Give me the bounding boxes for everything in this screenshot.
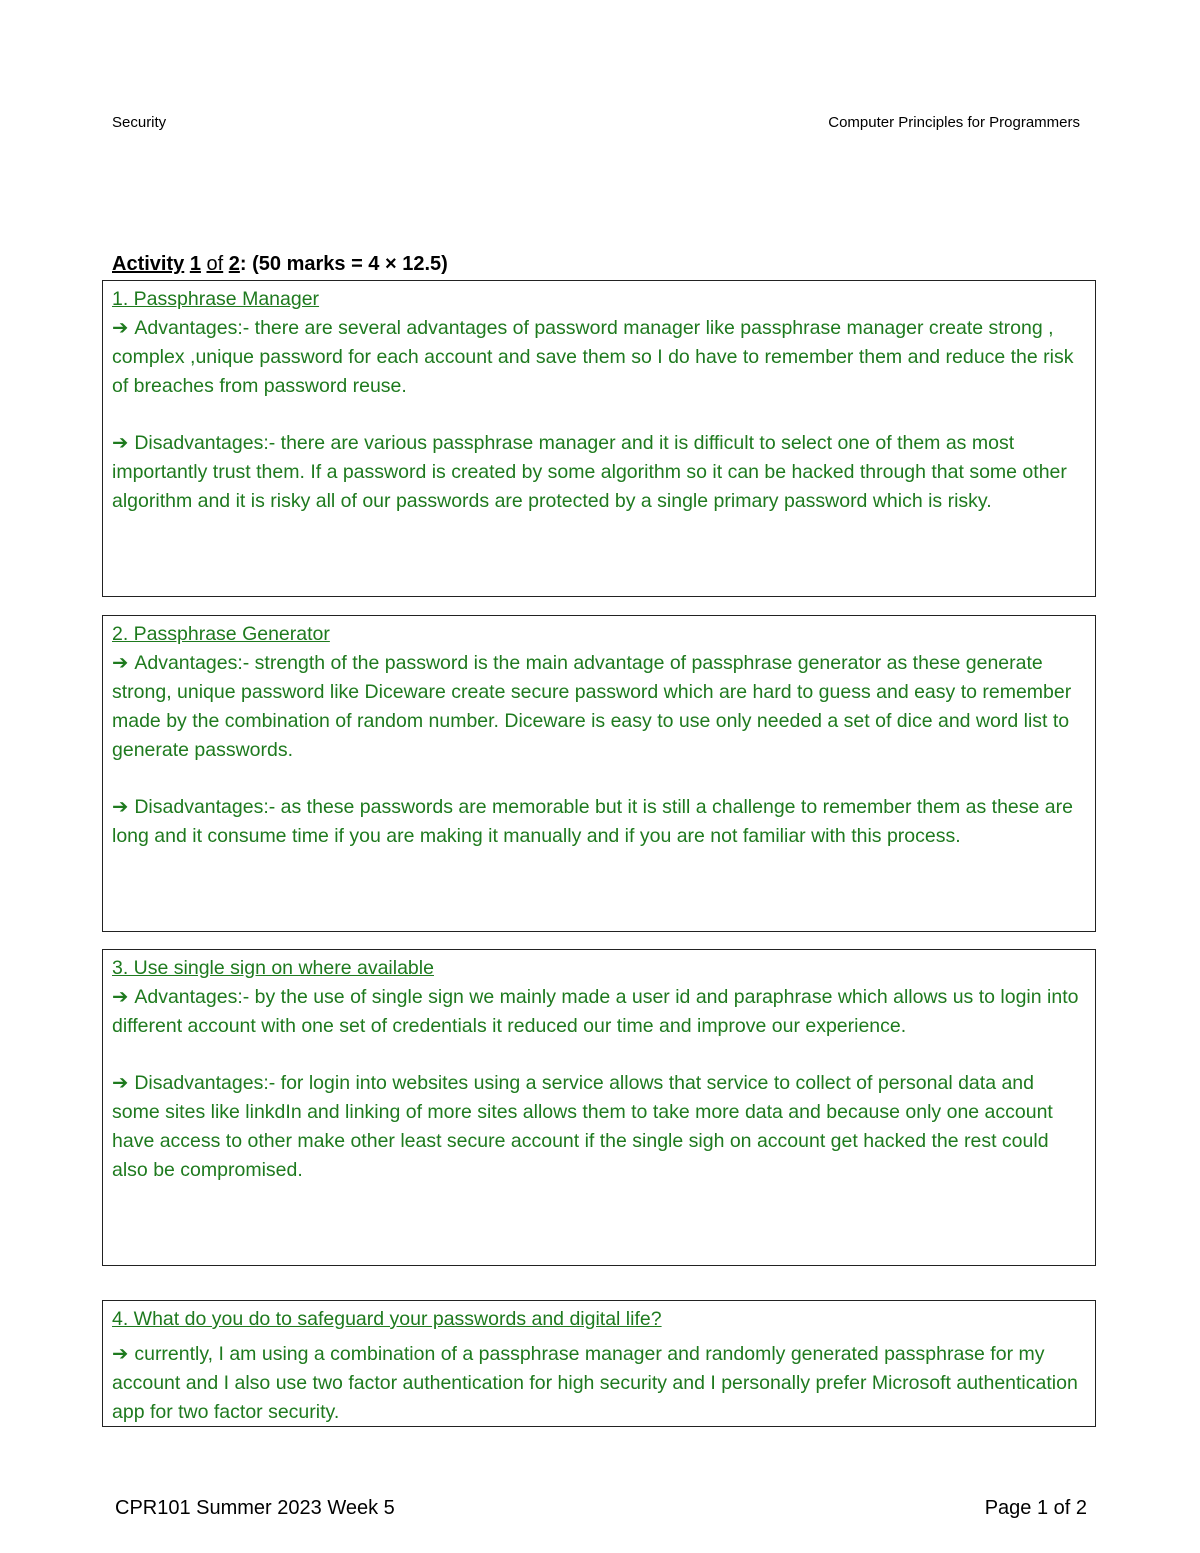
section-heading: 4. What do you do to safeguard your passwords and digital life? bbox=[112, 1308, 662, 1330]
arrow-right-icon: ➔ bbox=[112, 317, 129, 339]
activity-total: 2 bbox=[228, 253, 240, 275]
arrow-right-icon: ➔ bbox=[112, 432, 129, 454]
advantages-paragraph bbox=[112, 983, 1086, 1041]
activity-of: of bbox=[206, 253, 224, 275]
section-box-single-sign-on bbox=[102, 949, 1096, 1266]
footer-course-label: CPR101 Summer 2023 Week 5 bbox=[115, 1497, 395, 1519]
disadvantages-text: Disadvantages:- as these passwords are memorable but it is still a challenge to remember them as these are long and it consume time if you are making it manually and if you are not familiar with this process. bbox=[112, 796, 1073, 847]
section-box-passphrase-generator bbox=[102, 615, 1096, 932]
disadvantages-paragraph bbox=[112, 429, 1086, 516]
footer-page-number: Page 1 of 2 bbox=[984, 1497, 1087, 1519]
section-heading: 2. Passphrase Generator bbox=[112, 623, 330, 645]
advantages-text: Advantages:- strength of the password is the main advantage of passphrase generator as these generate strong, unique password like Diceware create secure password which are hard to guess and easy to remember made by the combination of random number. Diceware is easy to use only needed a set of dice and word list to generate passwords. bbox=[112, 652, 1072, 761]
disadvantages-text: Disadvantages:- there are various passphrase manager and it is difficult to select one of them as most importantly trust them. If a password is created by some algorithm so it can be hacked through that some other algorithm and it is risky all of our passwords are protected by a single primary password which is risky. bbox=[112, 432, 1067, 512]
activity-marks: (50 marks = 4 × 12.5) bbox=[252, 253, 448, 275]
arrow-right-icon: ➔ bbox=[112, 1072, 129, 1094]
section-box-passphrase-manager bbox=[102, 280, 1096, 597]
arrow-right-icon: ➔ bbox=[112, 1343, 129, 1365]
advantages-paragraph bbox=[112, 649, 1086, 765]
activity-number: 1 bbox=[189, 253, 201, 275]
disadvantages-paragraph bbox=[112, 793, 1086, 851]
answer-text: currently, I am using a combination of a passphrase manager and randomly generated passphrase for my account and I also use two factor authentication for high security and I personally prefer Microsoft authentication app for two factor security. bbox=[112, 1343, 1078, 1423]
advantages-text: Advantages:- there are several advantages of password manager like passphrase manager create strong , complex ,unique password for each account and save them so I do have to remember them and reduce the risk of breaches from password reuse. bbox=[112, 317, 1074, 397]
header-right-title: Computer Principles for Programmers bbox=[828, 114, 1080, 131]
activity-colon: : bbox=[239, 253, 247, 275]
arrow-right-icon: ➔ bbox=[112, 652, 129, 674]
arrow-right-icon: ➔ bbox=[112, 986, 129, 1008]
disadvantages-text: Disadvantages:- for login into websites using a service allows that service to collect of personal data and some sites like linkdIn and linking of more sites allows them to take more data and because only one account have access to other make other least secure account if the single sigh on account get hacked the rest could also be compromised. bbox=[112, 1072, 1053, 1181]
advantages-text: Advantages:- by the use of single sign we mainly made a user id and paraphrase which allows us to login into different account with one set of credentials it reduced our time and improve our experience. bbox=[112, 986, 1079, 1037]
section-heading: 1. Passphrase Manager bbox=[112, 288, 320, 310]
arrow-right-icon: ➔ bbox=[112, 796, 129, 818]
header-left-title: Security bbox=[112, 114, 167, 131]
advantages-paragraph bbox=[112, 314, 1086, 401]
section-box-safeguard-passwords bbox=[102, 1300, 1096, 1427]
activity-title bbox=[112, 253, 448, 276]
disadvantages-paragraph bbox=[112, 1069, 1086, 1185]
answer-paragraph bbox=[112, 1340, 1086, 1427]
section-heading: 3. Use single sign on where available bbox=[112, 957, 434, 979]
activity-word: Activity bbox=[112, 253, 185, 275]
